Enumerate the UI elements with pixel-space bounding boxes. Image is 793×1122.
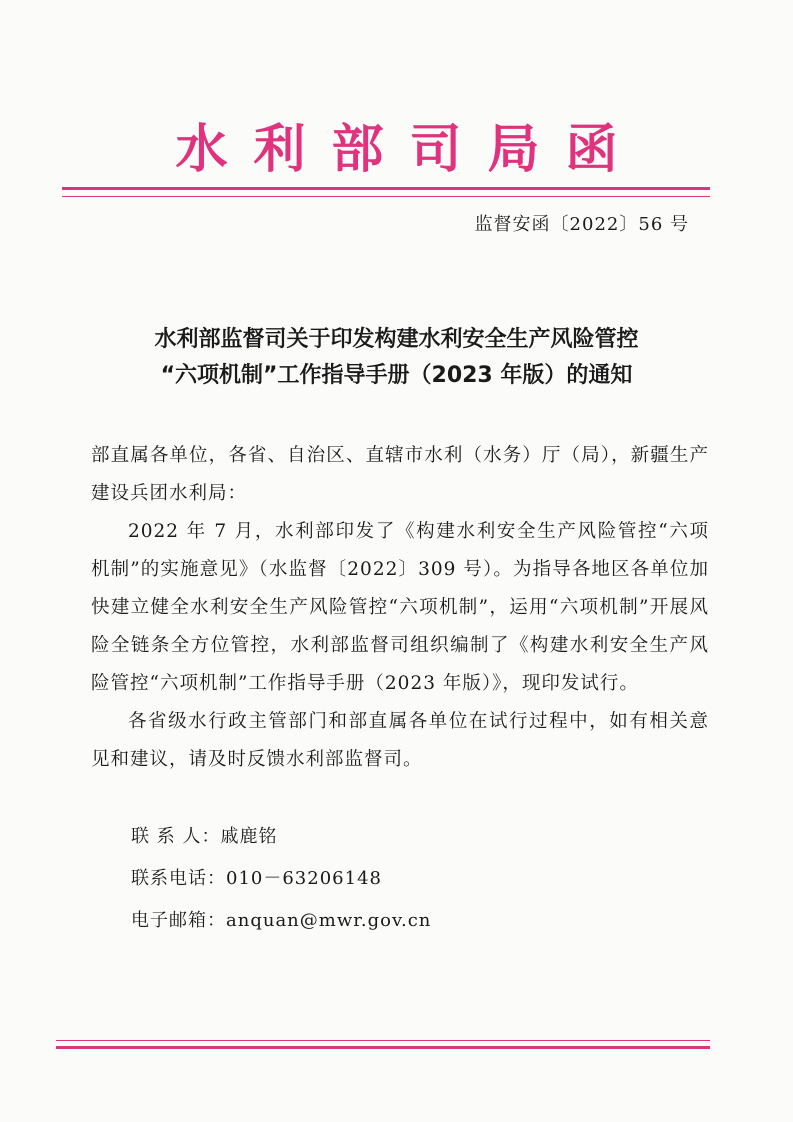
masthead-title: 水利部司局函 [175,120,644,180]
document-body [91,437,709,779]
masthead-divider [62,187,710,197]
footer-divider [56,1040,710,1049]
document-number: 监督安函〔2022〕56 号 [474,214,689,235]
contact-email: 电子邮箱：anquan@mwr.gov.cn [131,910,432,931]
contact-phone: 联系电话：010－63206148 [131,868,382,889]
document-title [60,322,733,394]
title-line-1: 水利部监督司关于印发构建水利安全生产风险管控 [154,327,639,352]
body-paragraph-1: 2022 年 7 月，水利部印发了《构建水利安全生产风险管控“六项机制”的实施意见》（水监督〔2022〕309 号）。为指导各地区各单位加快建立健全水利安全生产风险管控“六项机制”，运用“六项机制”开展风险全链条全方位管控，水利部监督司组织编制了《构建水利安全生产风险管控“六项机制”工作指导手册（2023 年版）》，现印发试行。 [91,521,709,694]
contact-person: 联 系 人：戚鹿铭 [131,826,278,847]
title-line-2: “六项机制”工作指导手册（2023 年版）的通知 [160,363,633,388]
body-paragraph-2: 各省级水行政主管部门和部直属各单位在试行过程中，如有相关意见和建议，请及时反馈水利部监督司。 [91,711,709,770]
addressee: 部直属各单位，各省、自治区、直辖市水利（水务）厅（局），新疆生产建设兵团水利局： [91,445,709,504]
